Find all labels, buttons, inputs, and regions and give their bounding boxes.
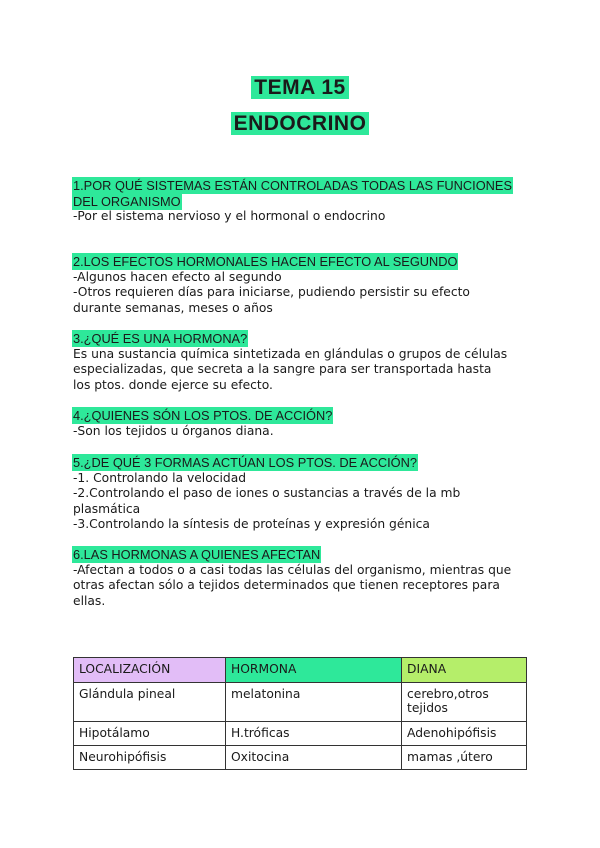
section-3 — [73, 331, 528, 393]
body-line: Es una sustancia química sintetizada en glándulas o grupos de células — [73, 346, 508, 361]
page-subtitle — [0, 112, 600, 136]
body-line: -2.Controlando el paso de iones o sustancias a través de la mb — [73, 486, 461, 501]
body-line: -3.Controlando la síntesis de proteínas y expresión génica — [73, 517, 430, 532]
section-5-heading — [73, 455, 528, 471]
table-row — [74, 683, 527, 722]
section-1-heading — [73, 178, 528, 209]
heading-line: DEL ORGANISMO — [73, 193, 181, 209]
body-line: ellas. — [73, 593, 106, 608]
table-header-diana: DIANA — [402, 658, 527, 683]
body-line: -Otros requieren días para iniciarse, pudiendo persistir su efecto — [73, 285, 470, 300]
body-line: durante semanas, meses o años — [73, 300, 273, 315]
section-5 — [73, 455, 528, 533]
table-cell: H.tróficas — [226, 722, 402, 746]
body-line: plasmática — [73, 501, 141, 516]
body-line: -Afectan a todos o a casi todas las células del organismo, mientras que — [73, 562, 512, 577]
table-row — [74, 746, 527, 770]
section-6-heading — [73, 547, 528, 563]
table-header-hormona: HORMONA — [226, 658, 402, 683]
table-cell: Hipotálamo — [74, 722, 226, 746]
table-cell: Adenohipófisis — [402, 722, 527, 746]
page-title — [0, 76, 600, 100]
heading-line: 2.LOS EFECTOS HORMONALES HACEN EFECTO AL SEGUNDO — [73, 254, 458, 269]
section-6 — [73, 547, 528, 609]
table-row — [74, 722, 527, 746]
table-header-row — [74, 658, 527, 683]
heading-line: 3.¿QUÉ ES UNA HORMONA? — [73, 331, 248, 346]
table-cell: cerebro,otros tejidos — [402, 683, 527, 722]
page-title-text: TEMA 15 — [251, 76, 348, 99]
section-3-heading — [73, 331, 528, 347]
body-line: los ptos. donde ejerce su efecto. — [73, 377, 273, 392]
section-4 — [73, 408, 528, 439]
body-line: -1. Controlando la velocidad — [73, 470, 247, 485]
body-line: -Por el sistema nervioso y el hormonal o endocrino — [73, 209, 386, 224]
table-cell: melatonina — [226, 683, 402, 722]
page-subtitle-text: ENDOCRINO — [231, 112, 370, 135]
heading-line: 1.POR QUÉ SISTEMAS ESTÁN CONTROLADAS TODAS LAS FUNCIONES — [73, 178, 512, 193]
section-2 — [73, 254, 528, 316]
table-cell: mamas ,útero — [402, 746, 527, 770]
hormone-table — [73, 657, 527, 770]
table-cell: Oxitocina — [226, 746, 402, 770]
table-cell: Glándula pineal — [74, 683, 226, 722]
body-line: -Son los tejidos u órganos diana. — [73, 423, 274, 438]
heading-line: 6.LAS HORMONAS A QUIENES AFECTAN — [73, 547, 321, 562]
section-1 — [73, 178, 528, 225]
body-line: especializadas, que secreta a la sangre para ser transportada hasta — [73, 362, 492, 377]
body-line: -Algunos hacen efecto al segundo — [73, 269, 282, 284]
section-2-heading — [73, 254, 528, 270]
table-header-localizacion: LOCALIZACIÓN — [74, 658, 226, 683]
section-4-heading — [73, 408, 528, 424]
body-line: otras afectan sólo a tejidos determinados que tienen receptores para — [73, 578, 500, 593]
heading-line: 4.¿QUIENES SÓN LOS PTOS. DE ACCIÓN? — [73, 408, 333, 423]
heading-line: 5.¿DE QUÉ 3 FORMAS ACTÚAN LOS PTOS. DE ACCIÓN? — [73, 455, 417, 470]
table-cell: Neurohipófisis — [74, 746, 226, 770]
